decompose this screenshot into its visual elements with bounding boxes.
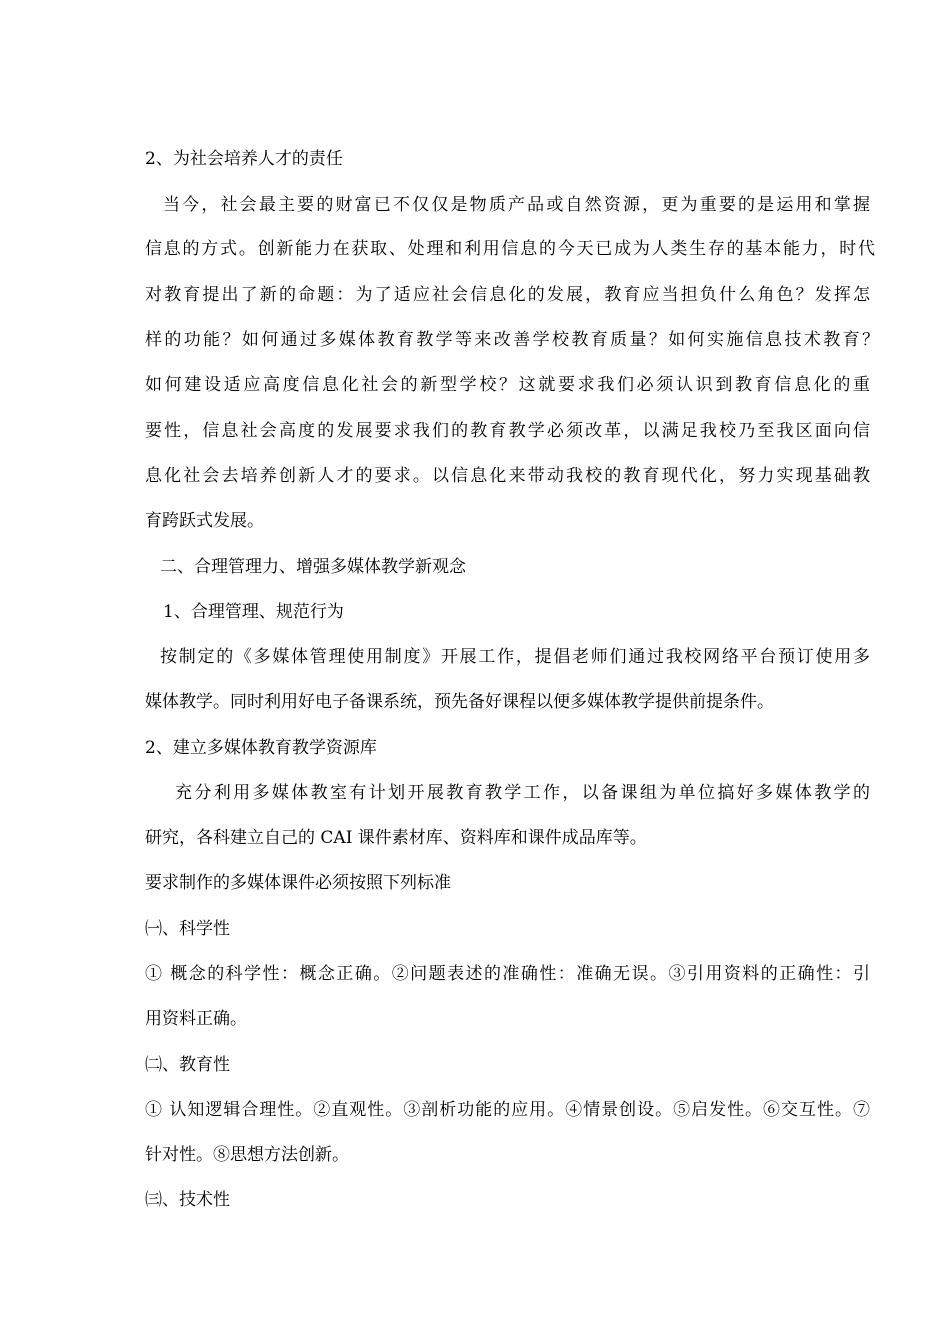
- section-heading-talent-responsibility: 2、为社会培养人才的责任: [145, 149, 343, 169]
- paragraph-line: 样的功能？如何通过多媒体教育教学等来改善学校教育质量？如何实施信息技术教育？: [145, 330, 879, 350]
- section-heading-management: 二、合理管理力、增强多媒体教学新观念: [160, 557, 466, 577]
- paragraph-line: ① 概念的科学性：概念正确。②问题表述的准确性：准确无误。③引用资料的正确性：引: [145, 964, 870, 984]
- list-heading-scientific: ㈠、科学性: [145, 919, 230, 939]
- paragraph-line: 要性，信息社会高度的发展要求我们的教育教学必须改革，以满足我校乃至我区面向信: [145, 421, 870, 441]
- paragraph-line: 按制定的《多媒体管理使用制度》开展工作，提倡老师们通过我校网络平台预订使用多: [160, 647, 870, 667]
- paragraph-line: ① 认知逻辑合理性。②直观性。③剖析功能的应用。④情景创设。⑤启发性。⑥交互性。⑦: [145, 1100, 870, 1120]
- paragraph-line: 充分利用多媒体教室有计划开展教育教学工作，以备课组为单位搞好多媒体教学的: [175, 783, 870, 803]
- paragraph-line: 针对性。⑧思想方法创新。: [145, 1145, 349, 1165]
- paragraph-line: 对教育提出了新的命题：为了适应社会信息化的发展，教育应当担负什么角色？发挥怎: [145, 285, 870, 305]
- paragraph-line: 信息的方式。创新能力在获取、处理和利用信息的今天已成为人类生存的基本能力，时代: [145, 239, 875, 259]
- paragraph-line: 媒体教学。同时利用好电子备课系统，预先备好课程以便多媒体教学提供前提条件。: [145, 692, 774, 712]
- paragraph-line: 如何建设适应高度信息化社会的新型学校？这就要求我们必须认识到教育信息化的重: [145, 375, 870, 395]
- list-heading-educational: ㈡、教育性: [145, 1055, 230, 1075]
- list-heading-technical: ㈢、技术性: [145, 1190, 230, 1210]
- paragraph-line: 当今，社会最主要的财富已不仅仅是物质产品或自然资源，更为重要的是运用和掌握: [163, 195, 870, 215]
- paragraph-line: 要求制作的多媒体课件必须按照下列标准: [145, 873, 451, 893]
- paragraph-line: 息化社会去培养创新人才的要求。以信息化来带动我校的教育现代化，努力实现基础教: [145, 466, 870, 486]
- paragraph-line: 用资料正确。: [145, 1009, 247, 1029]
- paragraph-line: 研究，各科建立自己的 CAI 课件素材库、资料库和课件成品库等。: [145, 828, 647, 848]
- paragraph-line: 育跨跃式发展。: [145, 511, 264, 531]
- subsection-heading-regulation: 1、合理管理、规范行为: [163, 602, 344, 622]
- subsection-heading-resource-library: 2、建立多媒体教育教学资源库: [145, 738, 377, 758]
